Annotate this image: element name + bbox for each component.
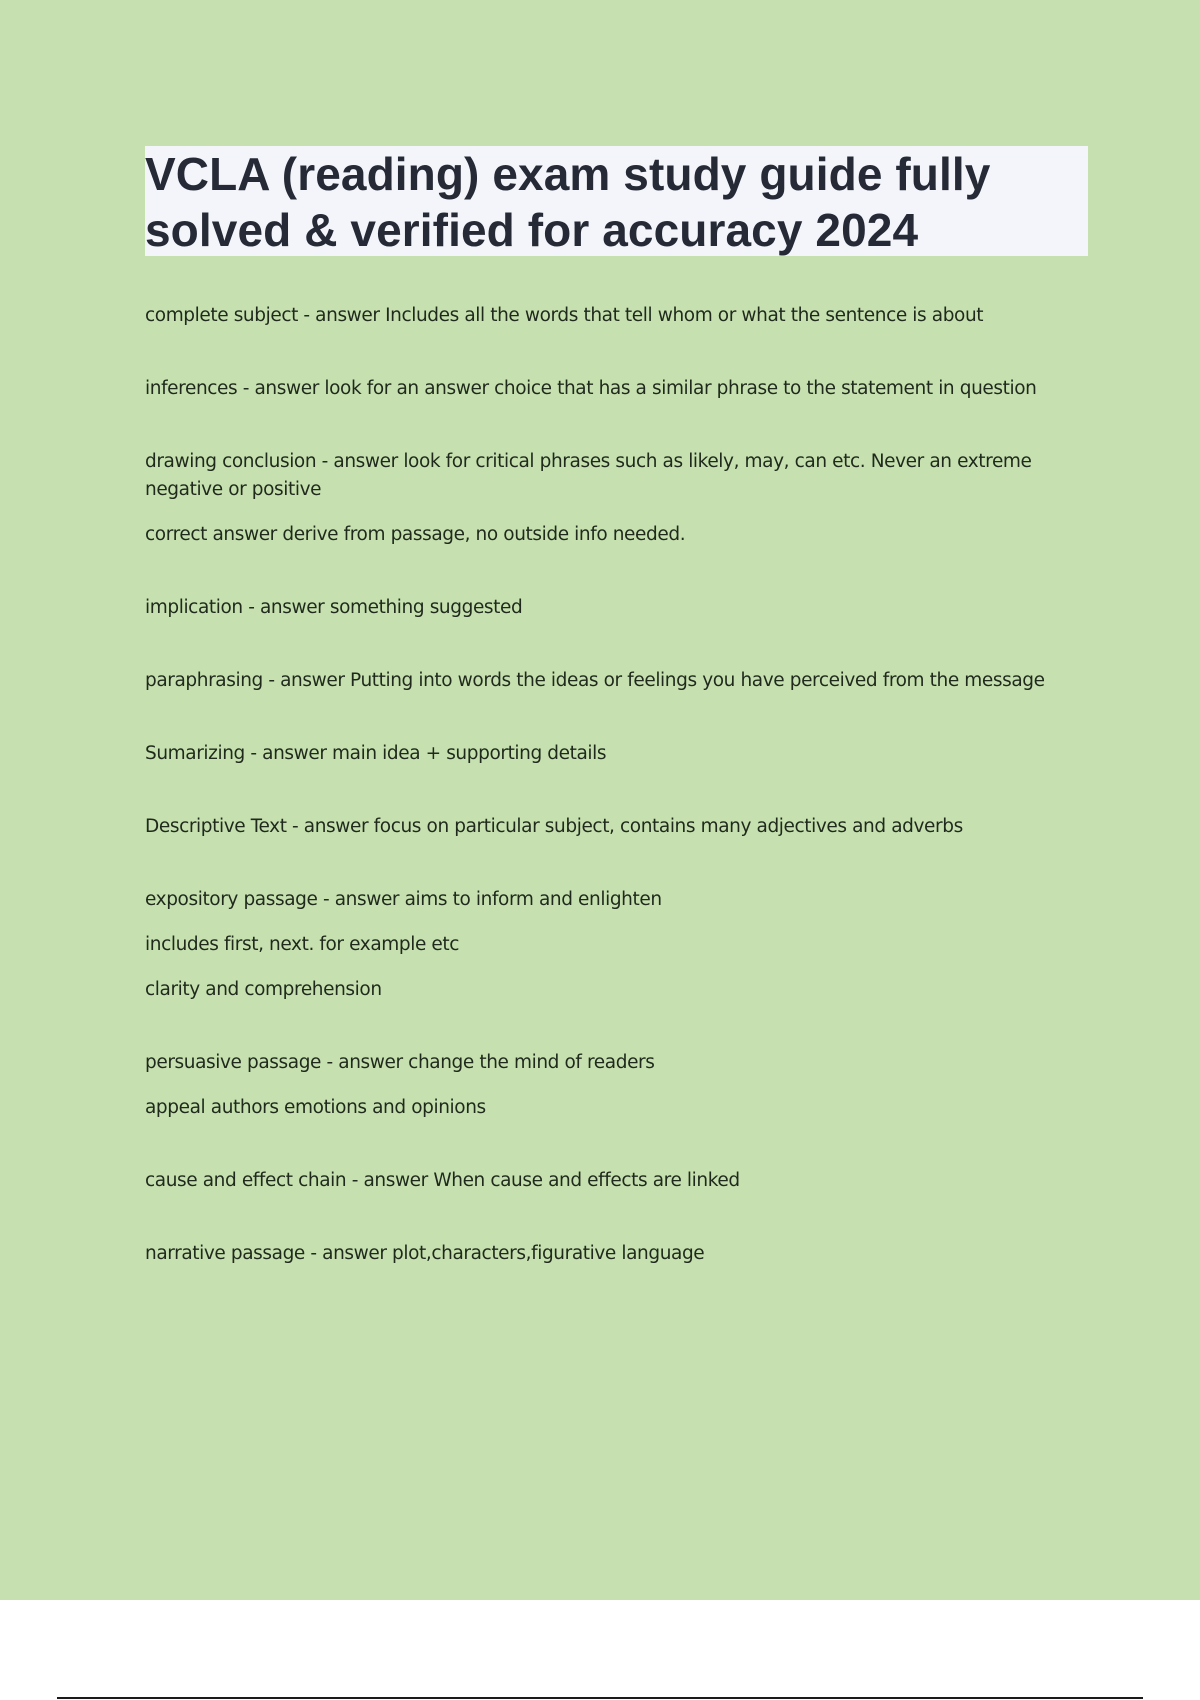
entry-line: narrative passage - answer plot,characters,figurative language (145, 1243, 705, 1264)
title-banner (145, 146, 1088, 256)
entry-inferences (145, 375, 1090, 403)
entry-line: paraphrasing - answer Putting into words the ideas or feelings you have perceived from the message (145, 670, 1045, 691)
document-title: VCLA (reading) exam study guide fully solved & verified for accuracy 2024 (145, 148, 991, 256)
entry-line: appeal authors emotions and opinions (145, 1097, 486, 1118)
entry-descriptive-text (145, 813, 1090, 841)
entry-line: expository passage - answer aims to inform and enlighten (145, 889, 662, 910)
entry-line: cause and effect chain - answer When cause and effects are linked (145, 1170, 740, 1191)
study-guide-entries (145, 302, 1090, 1313)
entry-line: correct answer derive from passage, no outside info needed. (145, 524, 686, 545)
entry-line: complete subject - answer Includes all the words that tell whom or what the sentence is about (145, 305, 984, 326)
entry-drawing-conclusion (145, 448, 1090, 549)
entry-cause-and-effect-chain (145, 1167, 1090, 1195)
entry-line: clarity and comprehension (145, 979, 382, 1000)
entry-complete-subject (145, 302, 1090, 330)
entry-line: Sumarizing - answer main idea + supporting details (145, 743, 607, 764)
entry-paraphrasing (145, 667, 1090, 695)
entry-implication (145, 594, 1090, 622)
entry-line: drawing conclusion - answer look for critical phrases such as likely, may, can etc. Never an extreme negative or positive (145, 451, 1032, 500)
entry-narrative-passage (145, 1240, 1090, 1268)
entry-line: inferences - answer look for an answer choice that has a similar phrase to the statement in question (145, 378, 1037, 399)
entry-sumarizing (145, 740, 1090, 768)
entry-expository-passage (145, 886, 1090, 1004)
footer-divider (57, 1697, 1143, 1699)
entry-persuasive-passage (145, 1049, 1090, 1122)
entry-line: Descriptive Text - answer focus on particular subject, contains many adjectives and adverbs (145, 816, 963, 837)
entry-line: implication - answer something suggested (145, 597, 523, 618)
entry-line: persuasive passage - answer change the mind of readers (145, 1052, 655, 1073)
entry-line: includes first, next. for example etc (145, 934, 460, 955)
